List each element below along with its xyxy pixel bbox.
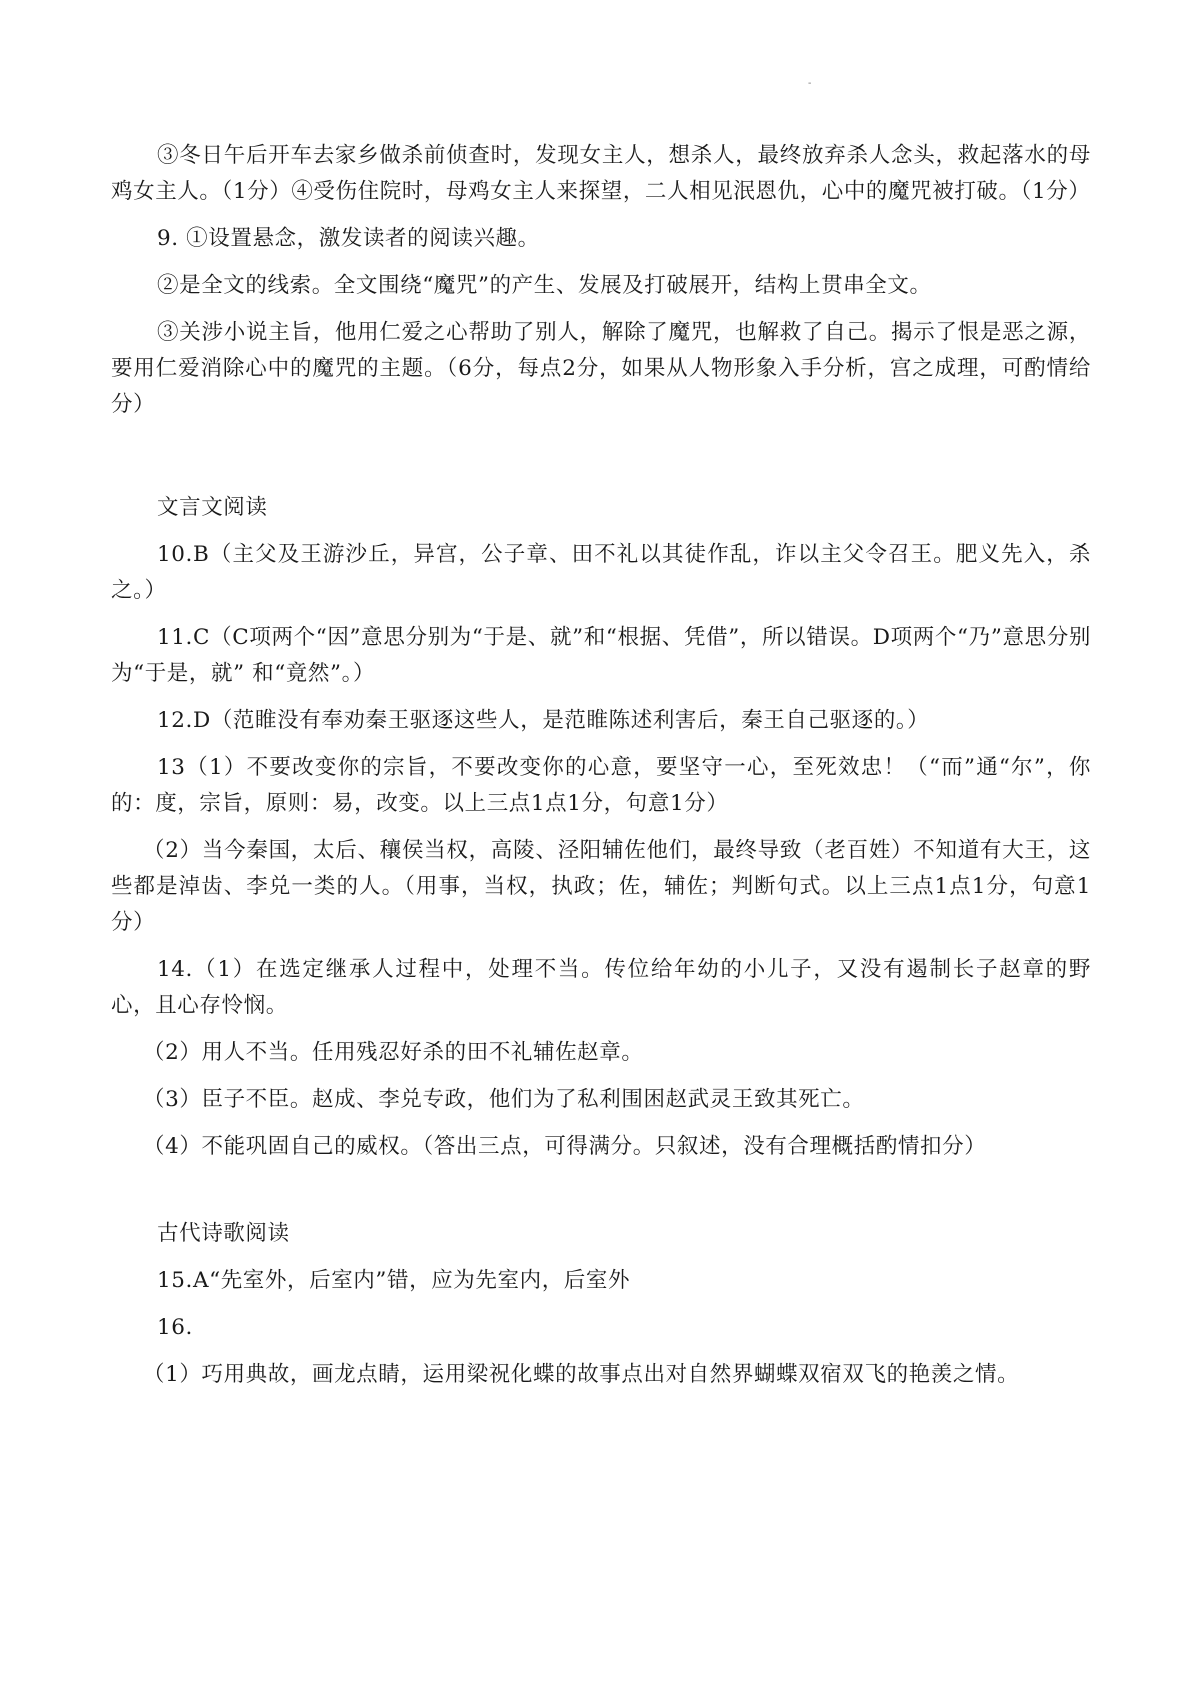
q14-answer-2: （2）用人不当。任用残忍好杀的田不礼辅佐赵章。: [143, 1040, 644, 1065]
q10-answer: 10.B（主父及王游沙丘，异宫，公子章、田不礼以其徒作乱，诈以主父令召王。肥义先入，杀之。）: [111, 542, 1091, 603]
q15-answer: 15.A“先室外，后室内”错，应为先室内，后室外: [157, 1268, 631, 1293]
page-mark: -: [808, 78, 812, 89]
q14-answer-4: （4）不能巩固自己的威权。（答出三点，可得满分。只叙述，没有合理概括酌情扣分）: [143, 1134, 987, 1159]
q9-point-2: ②是全文的线索。全文围绕“魔咒”的产生、发展及打破展开，结构上贯串全文。: [157, 273, 932, 298]
q12-answer: 12.D（范睢没有奉劝秦王驱逐这些人，是范睢陈述利害后，秦王自己驱逐的。）: [157, 708, 930, 733]
q13-answer-1: 13（1）不要改变你的宗旨，不要改变你的心意，要坚守一心，至死效忠！（“而”通“尔”，你的：度，宗旨，原则：易，改变。以上三点1点1分，句意1分）: [111, 755, 1091, 816]
q14-answer-3: （3）臣子不臣。赵成、李兑专政，他们为了私利围困赵武灵王致其死亡。: [143, 1087, 865, 1112]
section-gap: [111, 1176, 1091, 1216]
section-heading-classical-chinese: 文言文阅读: [157, 495, 268, 520]
q14-answer-1: 14.（1）在选定继承人过程中，处理不当。传位给年幼的小儿子，又没有遏制长子赵章的野心，且心存怜悯。: [111, 957, 1091, 1018]
q8-answer-tail: ③冬日午后开车去家乡做杀前侦查时，发现女主人，想杀人，最终放弃杀人念头，救起落水的母鸡女主人。（1分）④受伤住院时，母鸡女主人来探望，二人相见泯恩仇，心中的魔咒被打破。（1分）: [111, 143, 1091, 204]
q11-answer: 11.C（C项两个“因”意思分别为“于是、就”和“根据、凭借”，所以错误。D项两个“乃”意思分别为“于是，就” 和“竟然”。）: [111, 625, 1091, 686]
section-heading-ancient-poetry: 古代诗歌阅读: [157, 1221, 290, 1246]
q16-label: 16.: [157, 1315, 193, 1340]
q16-answer-1: （1）巧用典故，画龙点睛，运用梁祝化蝶的故事点出对自然界蝴蝶双宿双飞的艳羡之情。: [143, 1362, 1020, 1387]
q9-point-1: 9. ①设置悬念，激发读者的阅读兴趣。: [157, 226, 540, 251]
q9-point-3: ③关涉小说主旨，他用仁爱之心帮助了别人，解除了魔咒，也解救了自己。揭示了恨是恶之源，要用仁爱消除心中的魔咒的主题。（6分，每点2分，如果从人物形象入手分析，宫之成理，可酌情给分）: [111, 320, 1091, 417]
answer-content: [111, 138, 1091, 1404]
q13-answer-2: （2）当今秦国，太后、穰侯当权，高陵、泾阳辅佐他们，最终导致（老百姓）不知道有大王，这些都是淖齿、李兑一类的人。（用事，当权，执政；佐，辅佐；判断句式。以上三点1点1分，句意1分）: [111, 838, 1091, 935]
section-gap: [111, 434, 1091, 490]
